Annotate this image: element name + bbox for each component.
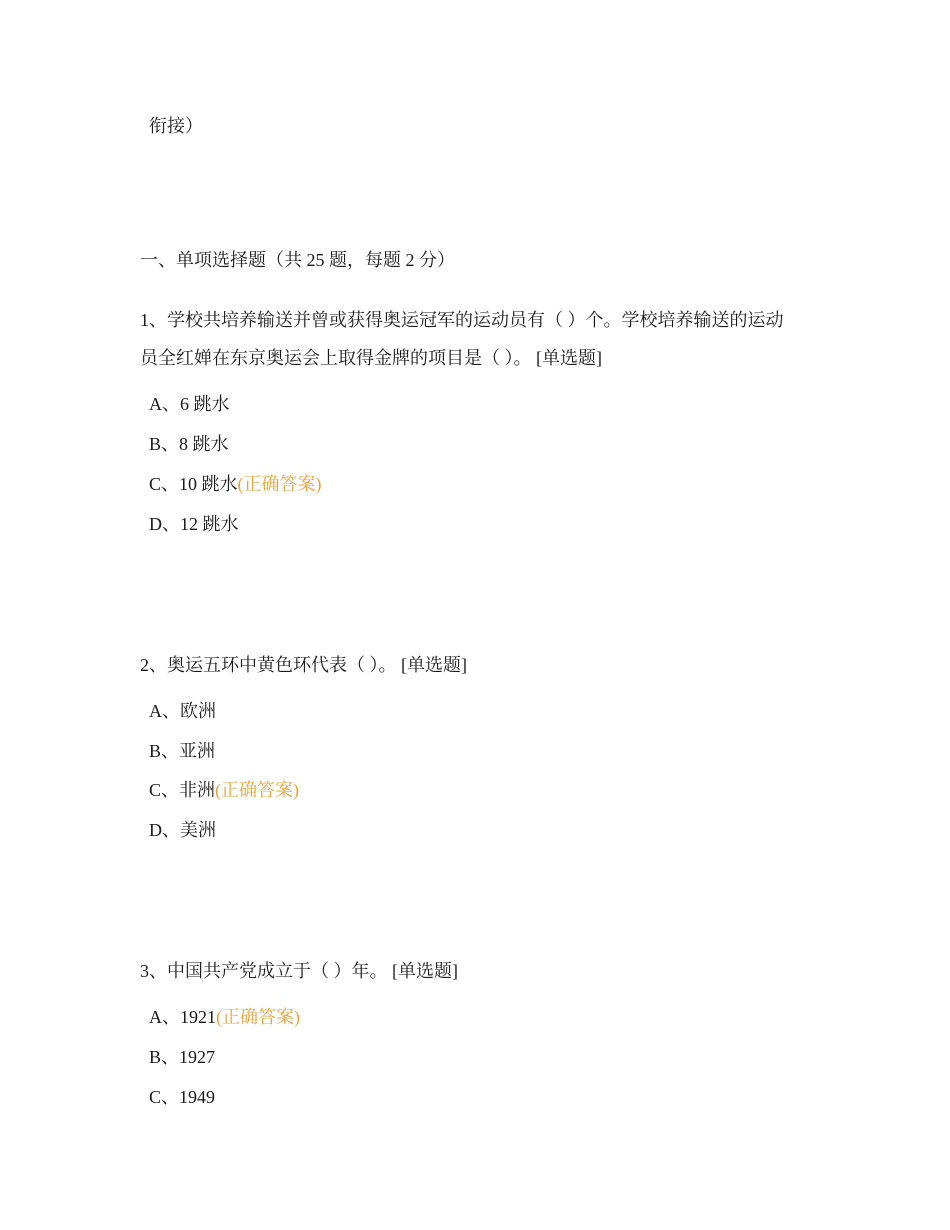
question-2-option-c	[149, 778, 299, 802]
question-1-line-1: 1、学校共培养输送并曾或获得奥运冠军的运动员有（ ）个。学校培养输送的运动	[140, 310, 784, 330]
option-text: D、12 跳水	[149, 514, 239, 534]
option-text: B、1927	[149, 1047, 216, 1067]
question-1-option-d	[149, 512, 239, 536]
option-text: A、1921	[149, 1007, 216, 1027]
correct-answer-mark: (正确答案)	[215, 780, 300, 800]
question-3-option-b	[149, 1045, 215, 1069]
question-1-option-a	[149, 392, 230, 416]
option-text: B、亚洲	[149, 741, 216, 761]
question-3-line-1: 3、中国共产党成立于（ ）年。 [单选题]	[140, 961, 458, 981]
question-3-option-c	[149, 1085, 215, 1109]
correct-answer-mark: (正确答案)	[237, 474, 322, 494]
question-1-line-2: 员全红婵在东京奥运会上取得金牌的项目是（ ）。 [单选题]	[140, 348, 602, 368]
option-text: A、6 跳水	[149, 394, 230, 414]
option-text: C、10 跳水	[149, 474, 238, 494]
option-text: A、欧洲	[149, 701, 216, 721]
question-3-option-a	[149, 1005, 300, 1029]
question-2-option-d	[149, 818, 216, 842]
option-text: D、美洲	[149, 820, 216, 840]
option-text: B、8 跳水	[149, 434, 229, 454]
section-heading: 一、单项选择题（共 25 题，每题 2 分）	[140, 250, 455, 270]
correct-answer-mark: (正确答案)	[216, 1007, 300, 1027]
question-1-option-b	[149, 432, 229, 456]
option-text: C、非洲	[149, 780, 216, 800]
question-2-line-1: 2、奥运五环中黄色环代表（ ）。 [单选题]	[140, 655, 467, 675]
question-1-option-c	[149, 472, 322, 496]
option-text: C、1949	[149, 1087, 216, 1107]
continued-fragment: 衔接）	[149, 116, 203, 136]
question-2-option-a	[149, 699, 216, 723]
question-2-option-b	[149, 739, 215, 763]
